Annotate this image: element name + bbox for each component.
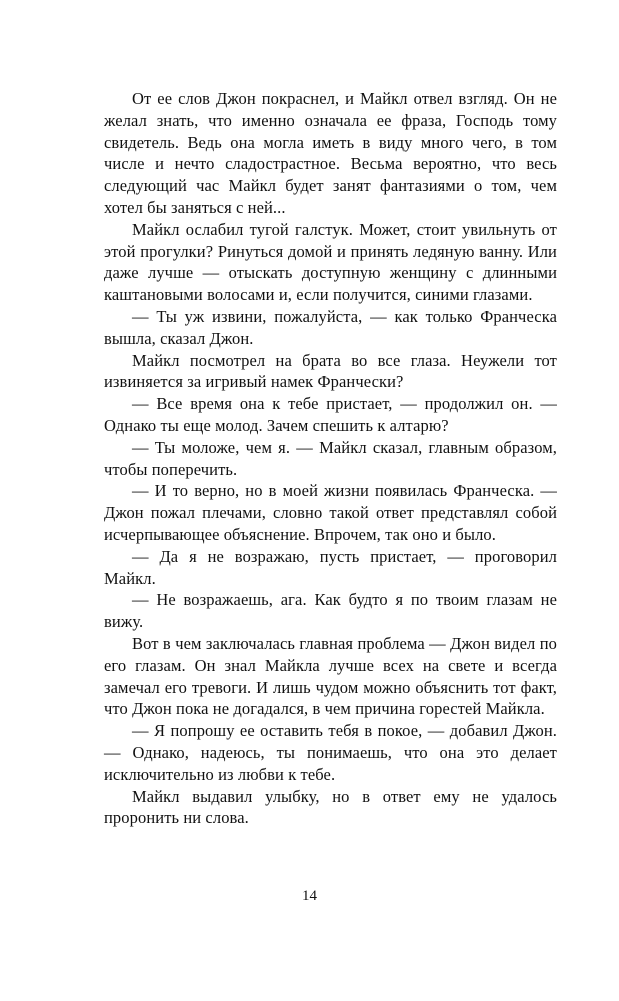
paragraph: Вот в чем заключалась главная проблема — Джон видел по его глазам. Он знал Майкла лучше всех на свете и всегда замечал его тревоги. И лишь чудом можно объяснить тот факт, что Джон пока не догадался, в чем причина горестей Майкла. bbox=[104, 633, 557, 719]
paragraph: — Не возражаешь, ага. Как будто я по твоим глазам не вижу. bbox=[104, 590, 557, 632]
paragraph: — Да я не возражаю, пусть пристает, — проговорил Майкл. bbox=[104, 546, 557, 588]
paragraph: Майкл ослабил тугой галстук. Может, стоит увильнуть от этой прогулки? Ринуться домой и принять ледяную ванну. Или даже лучше — отыскать доступную женщину с длинными каштановыми волосами и, если получится, синими глазами. bbox=[104, 219, 557, 305]
text-block bbox=[104, 88, 557, 829]
paragraph: Майкл посмотрел на брата во все глаза. Неужели тот извиняется за игривый намек Франчески? bbox=[104, 350, 557, 392]
paragraph: — Ты моложе, чем я. — Майкл сказал, главным образом, чтобы поперечить. bbox=[104, 437, 557, 479]
paragraph: — Я попрошу ее оставить тебя в покое, — добавил Джон. — Однако, надеюсь, ты понимаешь, что она это делает исключительно из любви к тебе. bbox=[104, 721, 557, 784]
paragraph: — Все время она к тебе пристает, — продолжил он. — Однако ты еще молод. Зачем спешить к алтарю? bbox=[104, 394, 557, 435]
paragraph: — И то верно, но в моей жизни появилась Франческа. — Джон пожал плечами, словно такой ответ представлял собой исчерпывающее объяснение. Впрочем, так оно и было. bbox=[104, 481, 557, 544]
paragraph: Майкл выдавил улыбку, но в ответ ему не удалось проронить ни слова. bbox=[104, 786, 557, 828]
paragraph: — Ты уж извини, пожалуйста, — как только Франческа вышла, сказал Джон. bbox=[104, 306, 557, 348]
paragraph: От ее слов Джон покраснел, и Майкл отвел взгляд. Он не желал знать, что именно означала ее фраза, Господь тому свидетель. Ведь она могла иметь в виду много чего, в том числе и нечто сладострастное. Весьма вероятно, что весь следующий час Майкл будет занят фантазиями о том, чем хотел бы заняться с ней... bbox=[104, 89, 557, 217]
page-number: 14 bbox=[302, 888, 317, 904]
